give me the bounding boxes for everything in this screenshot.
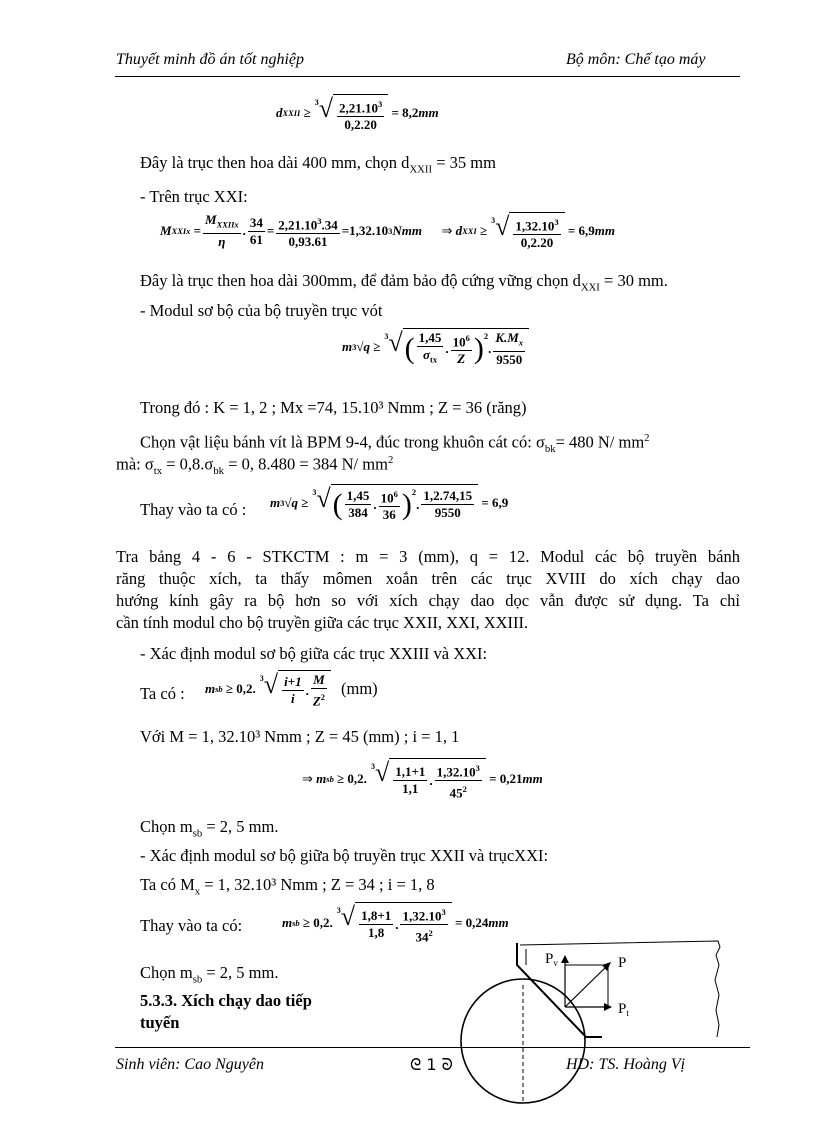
equation-1: d XXII ≥ 3 √ $\frac{2,21.10^3}{0,2.20}$ = 8,2 mm <box>276 94 439 133</box>
footer-rule <box>115 1047 750 1048</box>
equation-6: ⇒ m sb ≥ 0,2. 3 √ $\frac{1,1+1}{1,1}$ . $\frac{1,32.10^3}{45^2}$ = 0,21 mm <box>302 758 543 801</box>
paragraph-5: mà: $\sigma_{tx} = 0,8.\sigma_{bk} = 0$, 8.480 = 384 N/ $mm^2$ <box>116 454 394 477</box>
eq7-prefix: Thay vào ta có: <box>140 916 243 935</box>
label-p: P <box>618 955 627 971</box>
eq4-prefix: Thay vào ta có : <box>140 500 247 519</box>
header-rule <box>115 76 740 77</box>
force-p-arrow <box>565 965 608 1007</box>
eq5-prefix: Ta có : <box>140 684 185 703</box>
paragraph-6-line-2: răng thuộc xích, ta thấy mômen xoắn trên các trục XVIII do xích chạy dao <box>116 569 740 588</box>
footer-right: HD: TS. Hoàng Vị <box>566 1056 686 1073</box>
equation-5: m sb ≥ 0,2. 3 √ $\frac{i+1}{i}$ . $\frac{M}{Z^2}$ (mm) <box>205 670 378 709</box>
section-heading-line-1: 5.3.3. Xích chạy dao tiếp <box>140 991 312 1010</box>
bullet-shaft-xxi: - Trên trục XXI: <box>140 187 248 206</box>
paragraph-8: Chọn $m_{sb} = 2$, 5 mm. <box>140 817 279 840</box>
left-ornament-icon: ᘓ <box>410 1055 422 1074</box>
right-ornament-icon: ᘐ <box>441 1055 453 1074</box>
header-left: Thuyết minh đồ án tốt nghiệp <box>116 51 304 68</box>
page-number: ᘓ 1 ᘐ <box>410 1055 453 1074</box>
equation-7: m sb ≥ 0,2. 3 √ $\frac{1,8+1}{1,8}$ . $\frac{1,32.10^3}{34^2}$ = 0,24 mm <box>282 902 509 945</box>
paragraph-6-line-1: Tra bảng 4 - 6 - STKCTM : m = 3 (mm), q = 12. Modul các bộ truyền bánh <box>116 547 740 566</box>
paragraph-4: Chọn vật liệu bánh vít là BPM 9-4, đúc trong khuôn cát có: $\sigma_{bk}= 480$ N/ $mm^2$ <box>140 432 650 455</box>
label-pv: $P_v$ <box>545 951 558 968</box>
paragraph-2: Đây là trục then hoa dài 300mm, để đảm bảo độ cứng vững chọn $d_{XXI} = 30$ mm. <box>140 271 668 294</box>
bullet-modul-xxii-xxi: - Xác định modul sơ bộ giữa bộ truyền trục XXII và trụcXXI: <box>140 846 549 865</box>
bullet-modul-worm: - Modul sơ bộ của bộ truyền trục vót <box>140 301 383 320</box>
paragraph-7: Với M = 1, 32.10³ Nmm ; Z = 45 (mm) ; i = 1, 1 <box>140 727 460 746</box>
cutting-force-diagram <box>440 935 750 1105</box>
footer-left: Sinh viên: Cao Nguyên <box>116 1056 264 1073</box>
paragraph-3: Trong đó : K = 1, 2 ; Mx =74, 15.10³ Nmm ; Z = 36 (răng) <box>140 398 527 417</box>
force-pv-head <box>561 955 569 963</box>
header-right: Bộ môn: Chế tạo máy <box>566 51 706 68</box>
paragraph-6-line-4: cần tính modul cho bộ truyền giữa các trục XXII, XXI, XXIII. <box>116 613 529 632</box>
equation-2: M XXIx = $\frac{M_{XXIIx}}{\eta}$ . $\frac{34}{61}$ = $\frac{2,21.10^3.34}{0,93.61}$ =1,32.10 3 Nmm ⇒ d XXI ≥ 3 √ $\frac{1,32.10^3}{0,2.20}$ = 6,9 mm <box>160 212 616 251</box>
paragraph-10: Chọn $m_{sb} = 2$, 5 mm. <box>140 963 279 986</box>
bullet-modul-xxiii-xxi: - Xác định modul sơ bộ giữa các trục XXIII và XXI: <box>140 644 488 663</box>
equation-3: m 3 √ q ≥ 3 √ ( $\frac{1,45}{\sigma_{tx}}$ . $\frac{10^6}{Z}$ ) $^2$ . $\frac{K.M_x}{9550}$ <box>342 328 529 367</box>
paragraph-9: Ta có $M_x = 1$, 32.10³ Nmm ; Z = 34 ; i = 1, 8 <box>140 875 435 898</box>
equation-4: m 3 √ q ≥ 3 √ ( $\frac{1,45}{384}$ . $\frac{10^6}{36}$ ) $^2$ . $\frac{1,2.74,15}{9550}$ = 6,9 <box>270 484 509 523</box>
label-pt: $P_t$ <box>618 1001 629 1018</box>
paragraph-1: Đây là trục then hoa dài 400 mm, chọn $d_{XXII} = 35$ mm <box>140 153 496 176</box>
section-heading-line-2: tuyến <box>140 1013 180 1032</box>
paragraph-6-line-3: hướng kính gây ra bộ hơn so với xích chạy dao dọc vẫn được sử dụng. Ta chỉ <box>116 591 740 610</box>
